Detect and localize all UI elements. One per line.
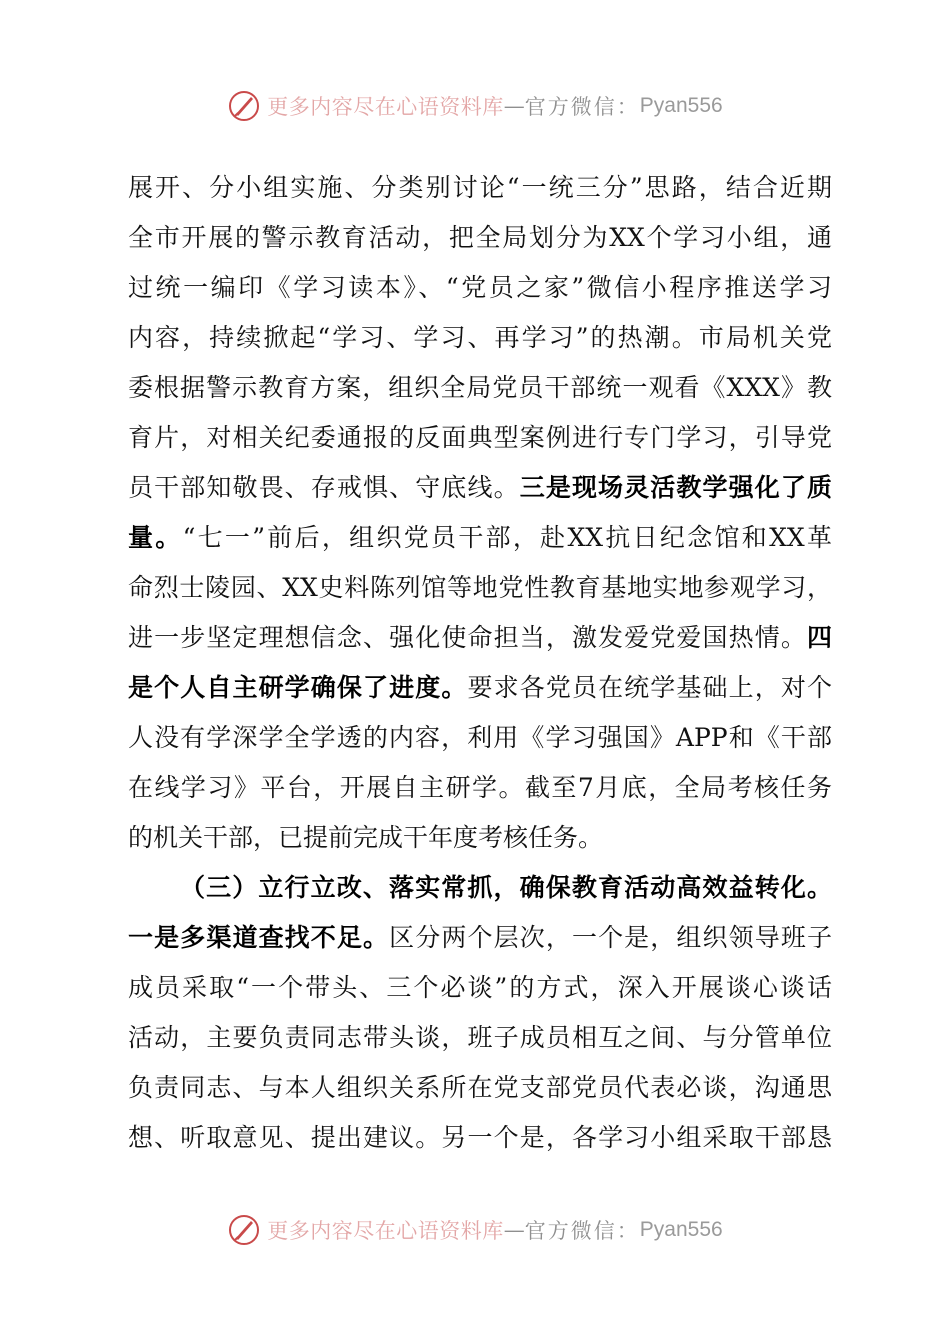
text-line (128, 1013, 832, 1063)
quill-pen-circle-icon (227, 89, 261, 123)
text-segment: 全市开展的警示教育活动，把全局划分为XX个学习小组，通 (128, 223, 832, 252)
bold-text-segment: 是个人自主研学确保了进度。 (128, 673, 468, 702)
bold-text-segment: 四 (806, 623, 832, 652)
text-segment: 负责同志、与本人组织关系所在党支部党员代表必谈，沟通思 (128, 1073, 832, 1102)
text-line (128, 413, 832, 463)
text-segment: 育片，对相关纪委通报的反面典型案例进行专门学习，引导党 (128, 423, 832, 452)
text-segment: 想、听取意见、提出建议。另一个是，各学习小组采取干部恳 (128, 1123, 832, 1152)
banner-wechat-label: 官方微信： (524, 95, 640, 119)
quill-pen-circle-icon (227, 1213, 261, 1247)
banner-wechat-label: 官方微信： (524, 1219, 640, 1243)
text-segment: 进一步坚定理想信念、强化使命担当，激发爱党爱国热情。 (128, 623, 807, 652)
text-line (128, 213, 832, 263)
bold-text-segment: 三是现场灵活教学强化了质 (519, 473, 832, 502)
bold-text-segment: 一是多渠道查找不足。 (128, 923, 390, 952)
text-segment: 内容，持续掀起“学习、学习、再学习”的热潮。市局机关党 (128, 323, 832, 352)
text-segment: 的机关干部，已提前完成干年度考核任务。 (128, 823, 604, 852)
banner-separator: — (503, 94, 525, 118)
document-body (128, 163, 832, 1163)
text-line (128, 613, 832, 663)
text-segment: 要求各党员在统学基础上，对个 (467, 673, 832, 702)
text-line (128, 163, 832, 213)
text-segment: 活动，主要负责同志带头谈，班子成员相互之间、与分管单位 (128, 1023, 832, 1052)
text-segment: 区分两个层次，一个是，组织领导班子 (389, 923, 832, 952)
text-line (128, 813, 832, 863)
text-line (128, 663, 832, 713)
text-line (128, 1113, 832, 1163)
bold-text-segment: （三）立行立改、落实常抓，确保教育活动高效益转化。 (180, 873, 832, 902)
text-segment: “七一”前后，组织党员干部，赴XX抗日纪念馆和XX革 (182, 523, 832, 552)
text-segment: 过统一编印《学习读本》、“党员之家”微信小程序推送学习 (128, 273, 832, 302)
text-line (128, 463, 832, 513)
text-segment: 成员采取“一个带头、三个必谈”的方式，深入开展谈心谈话 (128, 973, 832, 1002)
banner-wechat-id: Pyan556 (639, 1218, 723, 1241)
text-segment: 人没有学深学全学透的内容，利用《学习强国》APP和《干部 (128, 723, 832, 752)
text-line (128, 763, 832, 813)
text-line (128, 263, 832, 313)
text-line (128, 1063, 832, 1113)
text-line (128, 313, 832, 363)
text-segment: 员干部知敬畏、存戒惧、守底线。 (128, 473, 520, 502)
bold-text-segment: 量。 (128, 523, 183, 552)
text-line (128, 563, 832, 613)
text-segment: 命烈士陵园、XX史料陈列馆等地党性教育基地实地参观学习， (128, 573, 832, 602)
banner-wechat-id: Pyan556 (639, 94, 723, 117)
header-watermark-banner (0, 84, 950, 128)
text-line (128, 913, 832, 963)
footer-watermark-banner (0, 1208, 950, 1252)
banner-site-text: 更多内容尽在心语资料库 (267, 1219, 504, 1243)
text-line (128, 713, 832, 763)
text-line (128, 513, 832, 563)
banner-separator: — (503, 1218, 525, 1242)
text-line (128, 863, 832, 913)
text-segment: 展开、分小组实施、分类别讨论“一统三分”思路，结合近期 (128, 173, 832, 202)
text-segment: 委根据警示教育方案，组织全局党员干部统一观看《XXX》教 (128, 373, 832, 402)
text-segment: 在线学习》平台，开展自主研学。截至7月底，全局考核任务 (128, 773, 832, 802)
banner-site-text: 更多内容尽在心语资料库 (267, 95, 504, 119)
text-line (128, 363, 832, 413)
text-line (128, 963, 832, 1013)
